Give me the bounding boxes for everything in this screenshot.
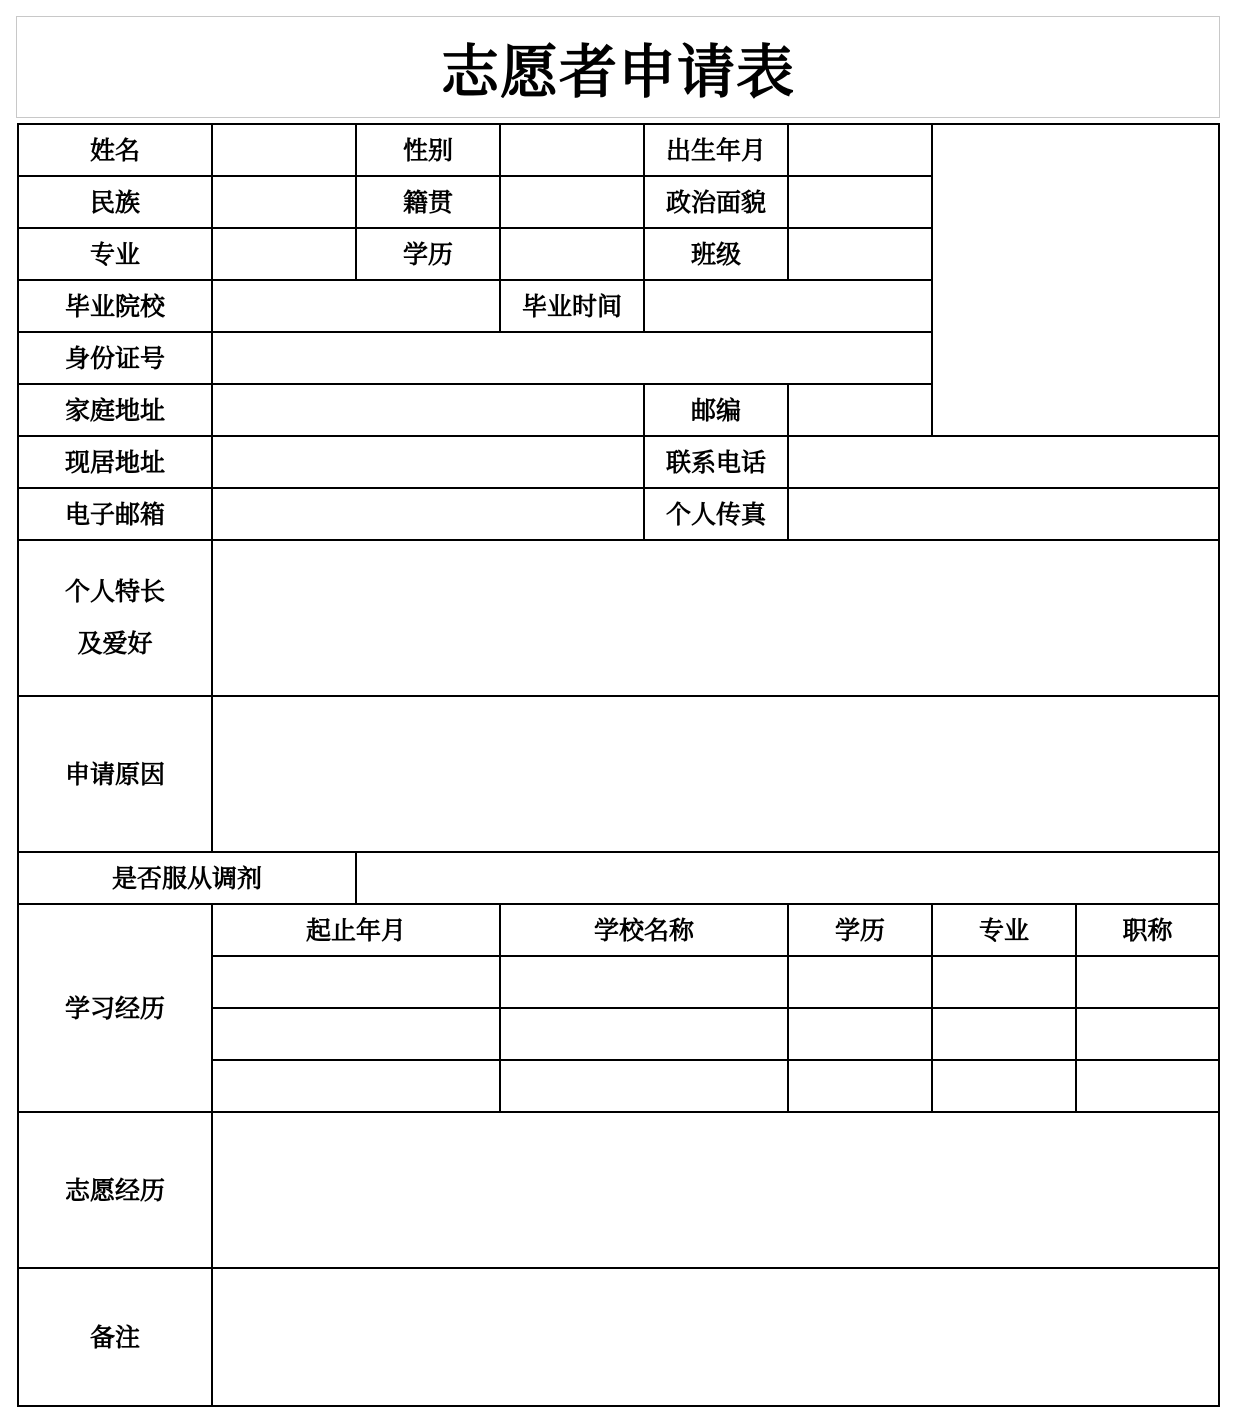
label-study: 学习经历 — [18, 904, 212, 1112]
study-header-period: 起止年月 — [212, 904, 500, 956]
application-form-table — [17, 123, 1220, 1407]
field-hobby[interactable] — [212, 540, 1219, 696]
study-cell-education[interactable] — [788, 1060, 932, 1112]
label-phone: 联系电话 — [644, 436, 788, 488]
label-hobby-line2: 及爱好 — [77, 629, 153, 658]
field-ethnicity[interactable] — [212, 176, 356, 228]
field-major[interactable] — [212, 228, 356, 280]
field-phone[interactable] — [788, 436, 1219, 488]
field-education[interactable] — [500, 228, 644, 280]
field-home-address[interactable] — [212, 384, 644, 436]
label-hobby — [18, 540, 212, 696]
label-fax: 个人传真 — [644, 488, 788, 540]
study-cell-education[interactable] — [788, 1008, 932, 1060]
label-adjust: 是否服从调剂 — [18, 852, 356, 904]
study-cell-period[interactable] — [212, 956, 500, 1008]
study-cell-major[interactable] — [932, 1008, 1076, 1060]
study-cell-title[interactable] — [1076, 956, 1219, 1008]
label-gender: 性别 — [356, 124, 500, 176]
study-header-major: 专业 — [932, 904, 1076, 956]
label-political: 政治面貌 — [644, 176, 788, 228]
label-reason: 申请原因 — [18, 696, 212, 852]
field-school[interactable] — [212, 280, 500, 332]
field-remarks[interactable] — [212, 1268, 1219, 1406]
label-origin: 籍贯 — [356, 176, 500, 228]
field-fax[interactable] — [788, 488, 1219, 540]
field-political[interactable] — [788, 176, 932, 228]
field-volunteer[interactable] — [212, 1112, 1219, 1268]
field-adjust[interactable] — [356, 852, 1219, 904]
field-postcode[interactable] — [788, 384, 932, 436]
field-origin[interactable] — [500, 176, 644, 228]
study-header-education: 学历 — [788, 904, 932, 956]
study-cell-period[interactable] — [212, 1008, 500, 1060]
field-gender[interactable] — [500, 124, 644, 176]
study-cell-title[interactable] — [1076, 1008, 1219, 1060]
study-cell-school[interactable] — [500, 956, 788, 1008]
field-id-number[interactable] — [212, 332, 932, 384]
study-header-school: 学校名称 — [500, 904, 788, 956]
study-cell-period[interactable] — [212, 1060, 500, 1112]
label-school: 毕业院校 — [18, 280, 212, 332]
label-id-number: 身份证号 — [18, 332, 212, 384]
field-birth[interactable] — [788, 124, 932, 176]
label-grad-time: 毕业时间 — [500, 280, 644, 332]
study-cell-title[interactable] — [1076, 1060, 1219, 1112]
study-cell-school[interactable] — [500, 1060, 788, 1112]
label-postcode: 邮编 — [644, 384, 788, 436]
study-cell-major[interactable] — [932, 956, 1076, 1008]
photo-area[interactable] — [932, 124, 1219, 436]
label-home-address: 家庭地址 — [18, 384, 212, 436]
label-hobby-line1: 个人特长 — [64, 577, 165, 606]
field-class[interactable] — [788, 228, 932, 280]
label-email: 电子邮箱 — [18, 488, 212, 540]
label-ethnicity: 民族 — [18, 176, 212, 228]
label-class: 班级 — [644, 228, 788, 280]
study-cell-major[interactable] — [932, 1060, 1076, 1112]
label-remarks: 备注 — [18, 1268, 212, 1406]
label-education: 学历 — [356, 228, 500, 280]
label-major: 专业 — [18, 228, 212, 280]
label-current-address: 现居地址 — [18, 436, 212, 488]
field-email[interactable] — [212, 488, 644, 540]
field-name[interactable] — [212, 124, 356, 176]
field-reason[interactable] — [212, 696, 1219, 852]
study-cell-school[interactable] — [500, 1008, 788, 1060]
page-title: 志愿者申请表 — [440, 38, 795, 106]
field-grad-time[interactable] — [644, 280, 932, 332]
label-name: 姓名 — [18, 124, 212, 176]
field-current-address[interactable] — [212, 436, 644, 488]
label-volunteer: 志愿经历 — [18, 1112, 212, 1268]
study-header-title: 职称 — [1076, 904, 1219, 956]
study-cell-education[interactable] — [788, 956, 932, 1008]
title-box — [16, 16, 1220, 118]
label-birth: 出生年月 — [644, 124, 788, 176]
